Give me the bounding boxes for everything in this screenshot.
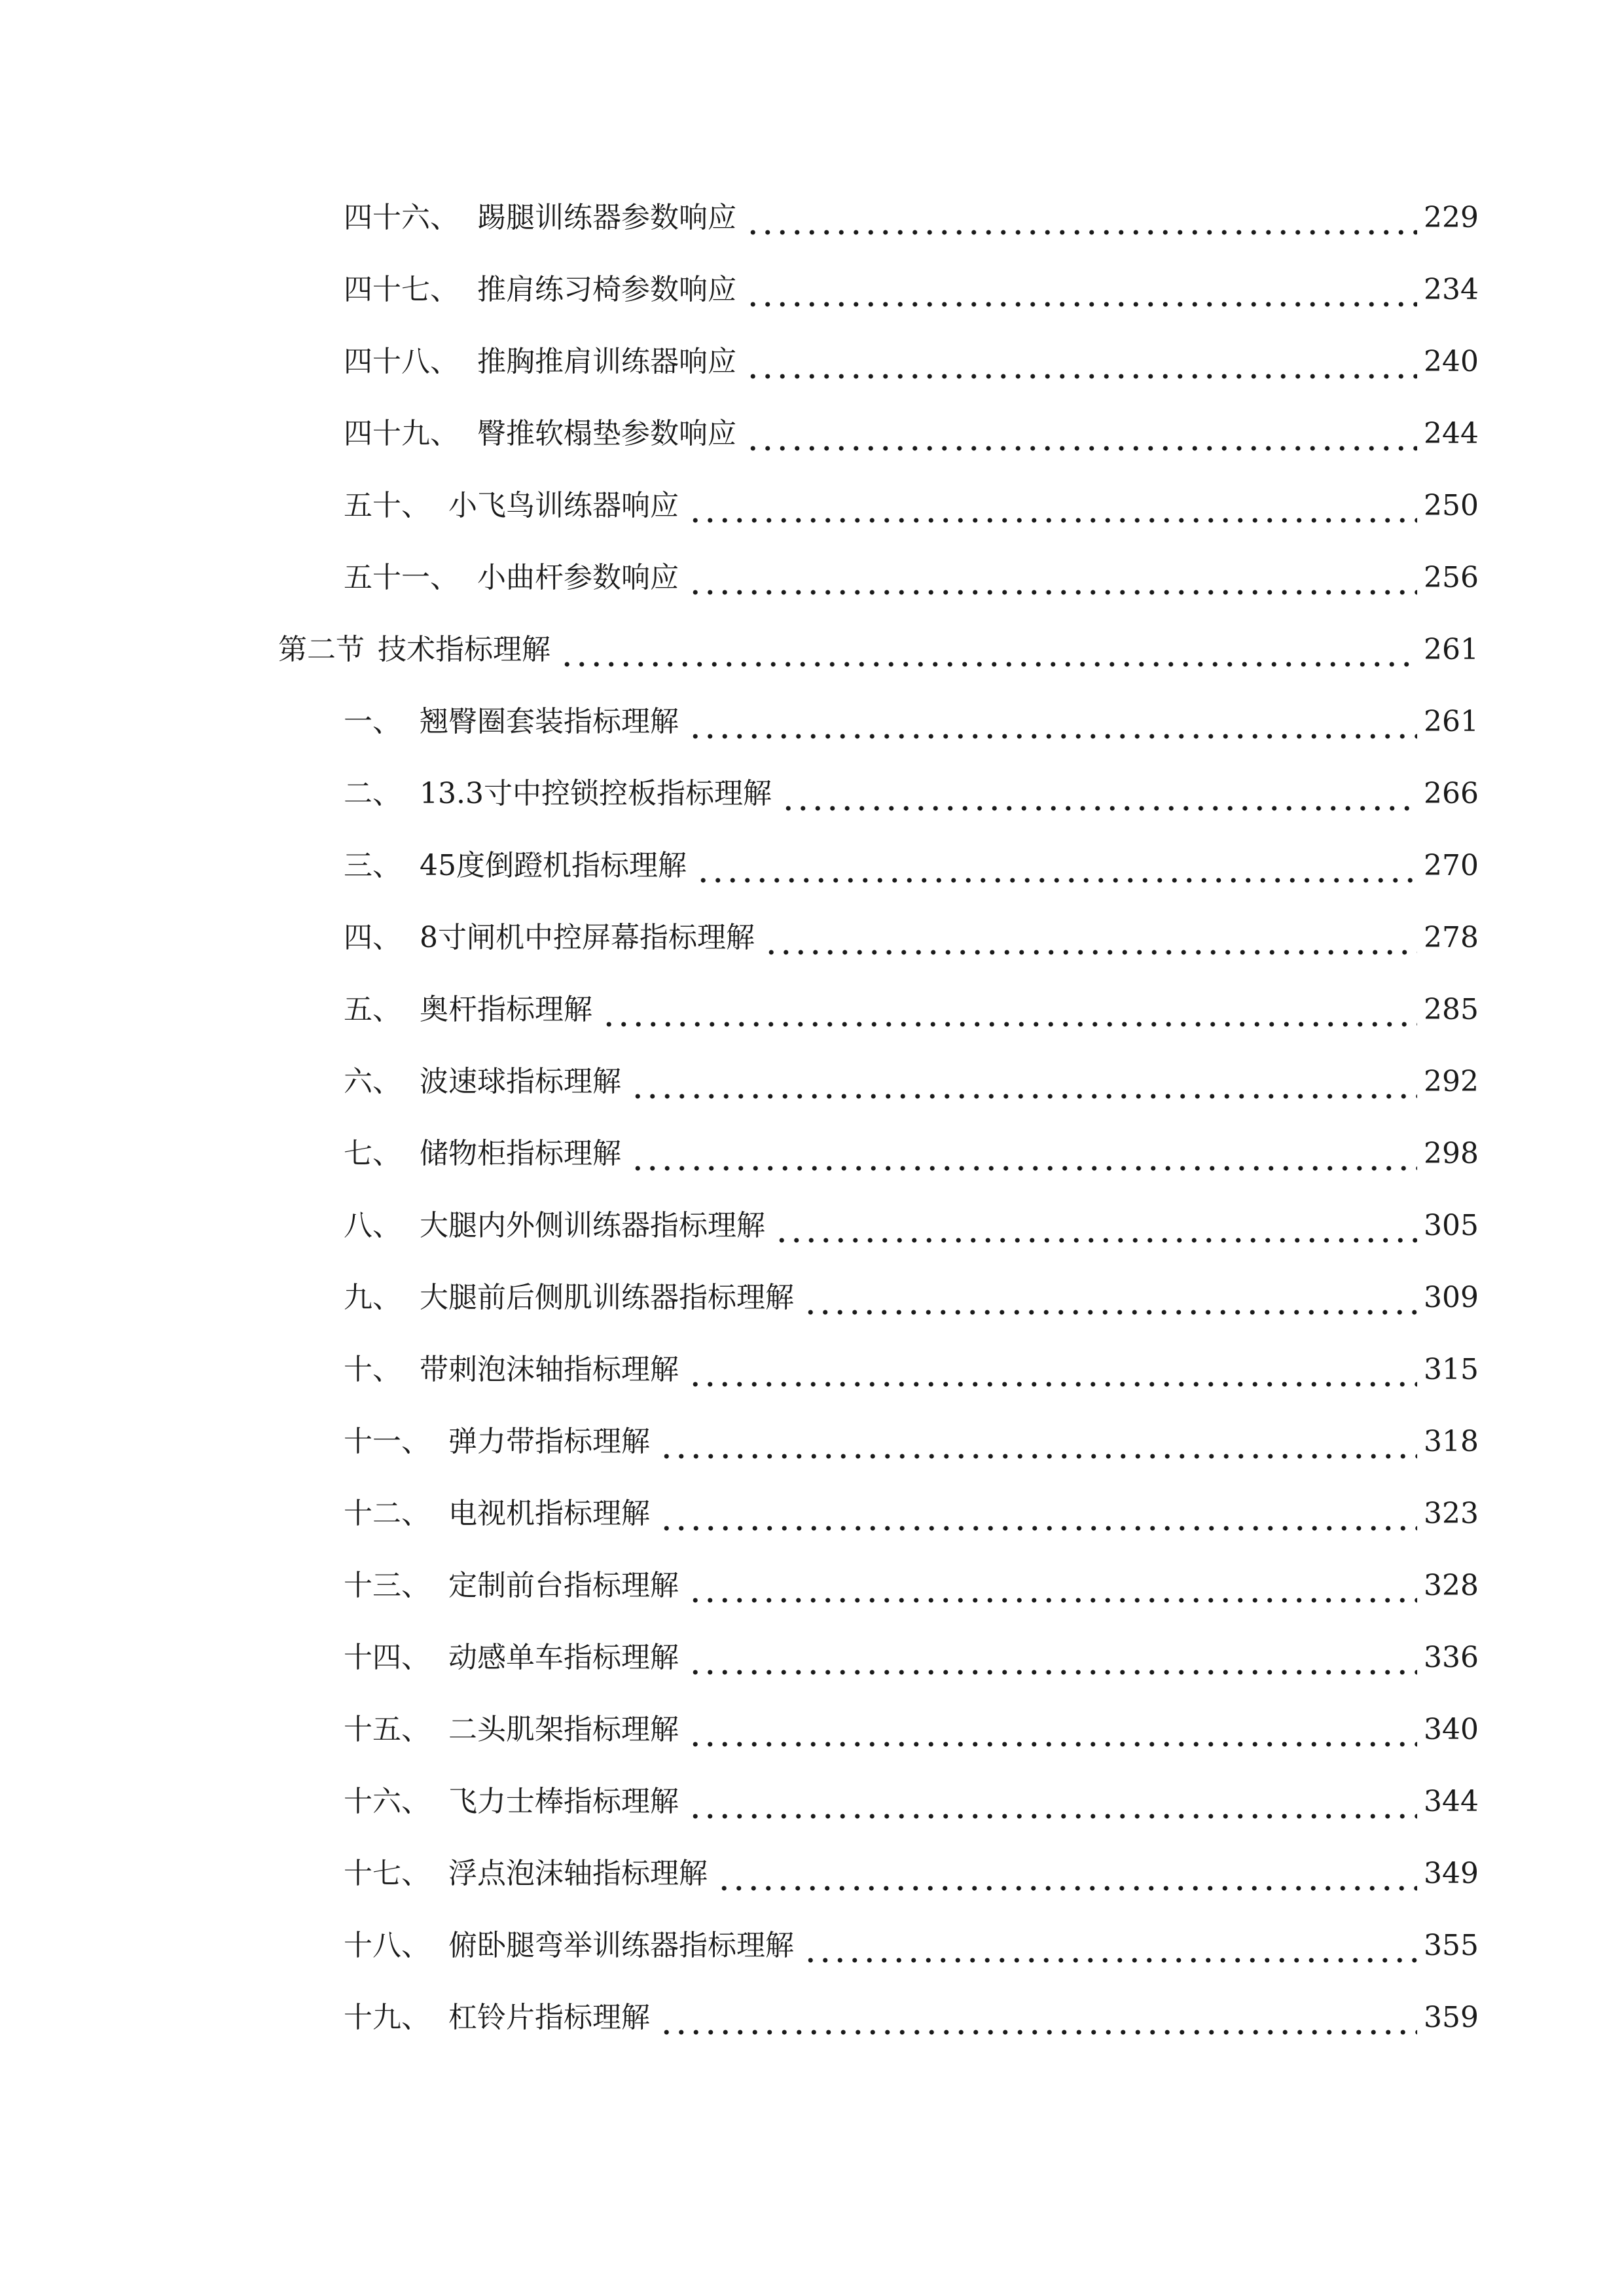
toc-entry-number: 二、 [344,777,401,810]
toc-page-number: 240 [1424,345,1479,378]
toc-entry-title: 小曲杆参数响应 [477,561,679,594]
toc-entry[interactable] [344,1416,1479,1468]
toc-entry-title: 大腿内外侧训练器指标理解 [420,1209,765,1242]
toc-entry-number: 十二、 [344,1497,430,1530]
toc-entry-number: 六、 [344,1065,401,1098]
dot-leader [688,1344,1417,1396]
toc-entry[interactable] [344,1056,1479,1108]
toc-entry-title: 电视机指标理解 [448,1497,650,1530]
toc-entry[interactable] [344,1704,1479,1756]
toc-section-heading[interactable] [278,624,1479,676]
toc-entry-number: 十三、 [344,1569,430,1602]
toc-page-number: 270 [1424,849,1479,882]
toc-page-number: 336 [1424,1641,1479,1674]
dot-leader [774,1200,1417,1252]
toc-entry[interactable] [344,840,1479,892]
toc-entry-title: 小飞鸟训练器响应 [448,489,679,522]
toc-entry-number: 七、 [344,1137,401,1170]
toc-entry[interactable] [344,1992,1479,2044]
dot-leader [688,696,1417,748]
toc-entry[interactable] [344,1488,1479,1540]
toc-entry[interactable] [344,552,1479,604]
toc-page-number: 256 [1424,561,1479,594]
toc-page-number: 285 [1424,993,1479,1026]
toc-entry-number: 一、 [344,705,401,738]
toc-entry-number: 四十六、 [344,201,459,234]
toc-entry-title: 杠铃片指标理解 [448,2001,650,2034]
toc-page-number: 229 [1424,201,1479,234]
toc-page-number: 278 [1424,921,1479,954]
toc-entry-number: 五十一、 [344,561,459,594]
toc-entry[interactable] [344,480,1479,532]
toc-page-number: 315 [1424,1353,1479,1386]
toc-page-number: 349 [1424,1857,1479,1890]
toc-page-number: 344 [1424,1785,1479,1818]
toc-entry-title: 带刺泡沫轴指标理解 [420,1353,679,1386]
toc-entry-number: 十九、 [344,2001,430,2034]
dot-leader [746,264,1417,316]
toc-entry-number: 四十八、 [344,345,459,378]
toc-entry-number: 十五、 [344,1713,430,1746]
dot-leader [746,192,1417,244]
dot-leader [746,336,1417,388]
toc-entry[interactable] [344,336,1479,388]
toc-entry-title: 臀推软榻垫参数响应 [477,417,736,450]
toc-entry-title: 弹力带指标理解 [448,1425,650,1458]
toc-entry[interactable] [344,984,1479,1036]
toc-page-number: 292 [1424,1065,1479,1098]
toc-page-number: 261 [1424,633,1479,666]
toc-entry[interactable] [344,1776,1479,1828]
dot-leader [688,1632,1417,1684]
toc-entry-title: 8寸闸机中控屏幕指标理解 [420,921,755,954]
toc-entry-title: 二头肌架指标理解 [448,1713,679,1746]
toc-entry-title: 浮点泡沫轴指标理解 [448,1857,708,1890]
dot-leader [688,552,1417,604]
toc-page-number: 305 [1424,1209,1479,1242]
dot-leader [602,984,1417,1036]
toc-entry-title: 动感单车指标理解 [448,1641,679,1674]
dot-leader [764,912,1417,964]
toc-entry-number: 第二节 [278,633,365,666]
toc-entry-number: 五、 [344,993,401,1026]
toc-entry-number: 十八、 [344,1929,430,1962]
toc-entry[interactable] [344,1632,1479,1684]
toc-entry-title: 奥杆指标理解 [420,993,592,1026]
toc-entry-title: 定制前台指标理解 [448,1569,679,1602]
toc-entry[interactable] [344,768,1479,820]
toc-entry[interactable] [344,1560,1479,1612]
toc-entry-number: 十、 [344,1353,401,1386]
toc-page-number: 318 [1424,1425,1479,1458]
toc-entry[interactable] [344,1344,1479,1396]
toc-entry-number: 十六、 [344,1785,430,1818]
toc-entry[interactable] [344,1128,1479,1180]
toc-entry-number: 十四、 [344,1641,430,1674]
toc-entry[interactable] [344,192,1479,244]
toc-page-number: 234 [1424,273,1479,306]
dot-leader [659,1992,1417,2044]
toc-page-number: 309 [1424,1281,1479,1314]
toc-entry[interactable] [344,264,1479,316]
toc-page-number: 323 [1424,1497,1479,1530]
dot-leader [803,1272,1417,1324]
toc-entry-number: 九、 [344,1281,401,1314]
toc-entry[interactable] [344,1272,1479,1324]
toc-entry-number: 四、 [344,921,401,954]
toc-page-number: 244 [1424,417,1479,450]
dot-leader [688,1560,1417,1612]
dot-leader [688,1704,1417,1756]
toc-entry[interactable] [344,696,1479,748]
dot-leader [560,624,1417,676]
toc-entry-number: 十七、 [344,1857,430,1890]
toc-page-number: 298 [1424,1137,1479,1170]
toc-page-number: 261 [1424,705,1479,738]
dot-leader [781,768,1417,820]
dot-leader [803,1920,1417,1972]
dot-leader [688,480,1417,532]
dot-leader [659,1488,1417,1540]
toc-entry-number: 五十、 [344,489,430,522]
toc-entry-number: 十一、 [344,1425,430,1458]
toc-entry-title: 踢腿训练器参数响应 [477,201,736,234]
toc-entry[interactable] [344,1200,1479,1252]
toc-entry[interactable] [344,1848,1479,1900]
toc-entry-title: 储物柜指标理解 [420,1137,621,1170]
toc-entry-title: 技术指标理解 [378,633,550,666]
dot-leader [688,1776,1417,1828]
toc-page-number: 266 [1424,777,1479,810]
toc-page-number: 359 [1424,2001,1479,2034]
dot-leader [746,408,1417,460]
dot-leader [717,1848,1417,1900]
toc-entry[interactable] [344,912,1479,964]
toc-page-number: 340 [1424,1713,1479,1746]
dot-leader [696,840,1417,892]
toc-page-number: 250 [1424,489,1479,522]
dot-leader [630,1056,1417,1108]
toc-entry-title: 大腿前后侧肌训练器指标理解 [420,1281,794,1314]
toc-entry-title: 13.3寸中控锁控板指标理解 [420,777,772,810]
dot-leader [659,1416,1417,1468]
dot-leader [630,1128,1417,1180]
toc-entry-title: 推肩练习椅参数响应 [477,273,736,306]
toc-page-number: 355 [1424,1929,1479,1962]
toc-entry[interactable] [344,408,1479,460]
toc-entry-title: 飞力士棒指标理解 [448,1785,679,1818]
toc-entry-title: 波速球指标理解 [420,1065,621,1098]
toc-entry-number: 四十九、 [344,417,459,450]
toc-entry-title: 推胸推肩训练器响应 [477,345,736,378]
toc-entry-number: 八、 [344,1209,401,1242]
toc-entry-title: 俯卧腿弯举训练器指标理解 [448,1929,794,1962]
toc-entry-title: 45度倒蹬机指标理解 [420,849,687,882]
toc-entry-number: 四十七、 [344,273,459,306]
toc-entry-number: 三、 [344,849,401,882]
toc-entry[interactable] [344,1920,1479,1972]
toc-page-number: 328 [1424,1569,1479,1602]
toc-entry-title: 翘臀圈套装指标理解 [420,705,679,738]
